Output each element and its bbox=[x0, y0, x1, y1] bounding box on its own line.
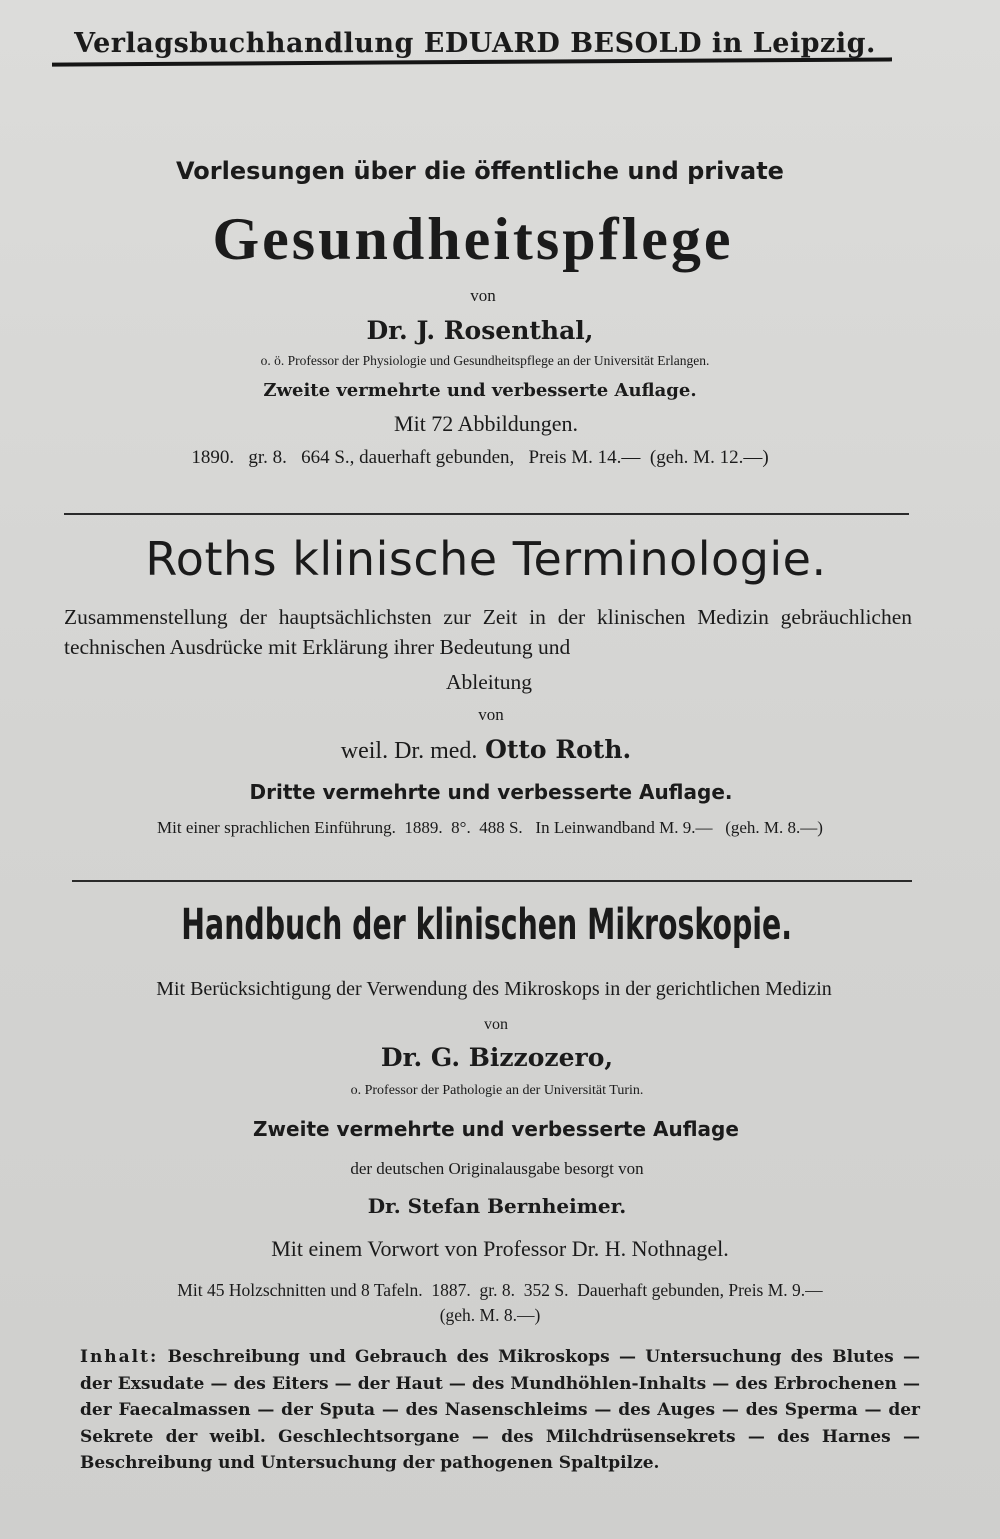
book3-foreword: Mit einem Vorwort von Professor Dr. H. Nothnagel. bbox=[271, 1236, 729, 1261]
book3-von: von bbox=[484, 1016, 508, 1033]
book1-details: 1890. gr. 8. 664 S., dauerhaft gebunden, Preis M. 14.— (geh. M. 12.—) bbox=[191, 447, 769, 468]
book2-author-name: Otto Roth. bbox=[485, 735, 632, 764]
book3-subtitle: Mit Berücksichtigung der Verwendung des Mikroskops in der gerichtlichen Medizin bbox=[156, 978, 832, 1000]
book1-edition: Zweite vermehrte und verbesserte Auflage. bbox=[263, 380, 697, 401]
book3-title bbox=[0, 900, 987, 950]
book3-editor: Dr. Stefan Bernheimer. bbox=[367, 1194, 627, 1218]
book2-author-prefix: weil. Dr. med. bbox=[340, 738, 478, 764]
book3-contents-label: Inhalt: bbox=[80, 1347, 159, 1367]
publisher-header: Verlagsbuchhandlung EDUARD BESOLD in Leipzig. bbox=[74, 28, 876, 59]
book3-contents bbox=[80, 1344, 920, 1477]
book3-contents-text: Beschreibung und Gebrauch des Mikroskops — Untersuchung des Blutes — der Exsudate — des Eiters — der Haut — des Mundhöhlen-Inhalts — des Erbrochenen — der Faecalmassen — der Sputa — des Nasenschleims — des Auges — des Sperma — der Sekrete der weibl. Geschlechtsorgane — des Milchdrüsensekrets — des Harnes — Beschreibung und Untersuchung der pathogenen Spaltpilze. bbox=[80, 1347, 920, 1473]
book1-title: Gesundheitspflege bbox=[212, 206, 734, 272]
book3-details: Mit 45 Holzschnitten und 8 Tafeln. 1887. gr. 8. 352 S. Dauerhaft gebunden, Preis M. 9.— bbox=[177, 1280, 823, 1300]
book2-description: Zusammenstellung der hauptsächlichsten zur Zeit in der klinischen Medizin gebräuchlichen technischen Ausdrücke mit Erklärung ihrer Bedeutung und bbox=[64, 605, 912, 659]
book3-affiliation: o. Professor der Pathologie an der Universität Turin. bbox=[350, 1083, 644, 1098]
book1-illustrations: Mit 72 Abbildungen. bbox=[394, 411, 578, 436]
book3-details-end: (geh. M. 8.—) bbox=[439, 1305, 541, 1325]
book3-edition: Zweite vermehrte und verbesserte Auflage bbox=[253, 1117, 739, 1141]
book3-author: Dr. G. Bizzozero, bbox=[380, 1043, 614, 1072]
book2-description-end: Ableitung bbox=[446, 670, 532, 694]
section-divider-1 bbox=[64, 513, 909, 515]
book1-subtitle: Vorlesungen über die öffentliche und private bbox=[176, 157, 784, 185]
book1-affiliation: o. ö. Professor der Physiologie und Gesundheitspflege an der Universität Erlangen. bbox=[260, 353, 710, 368]
book1-author: Dr. J. Rosenthal, bbox=[366, 316, 594, 345]
book2-edition: Dritte vermehrte und verbesserte Auflage. bbox=[249, 780, 733, 804]
book3-title-text: Handbuch der klinischen Mikroskopie. bbox=[181, 900, 793, 950]
book1-von: von bbox=[470, 286, 496, 305]
book3-edition-note: der deutschen Originalausgabe besorgt von bbox=[350, 1159, 644, 1178]
book2-von: von bbox=[478, 705, 504, 724]
section-divider-2 bbox=[72, 880, 912, 882]
book2-author bbox=[0, 735, 986, 765]
book2-title: Roths klinische Terminologie. bbox=[145, 532, 827, 586]
book2-details: Mit einer sprachlichen Einführung. 1889. 8°. 488 S. In Leinwandband M. 9.— (geh. M. 8.—) bbox=[157, 818, 823, 837]
